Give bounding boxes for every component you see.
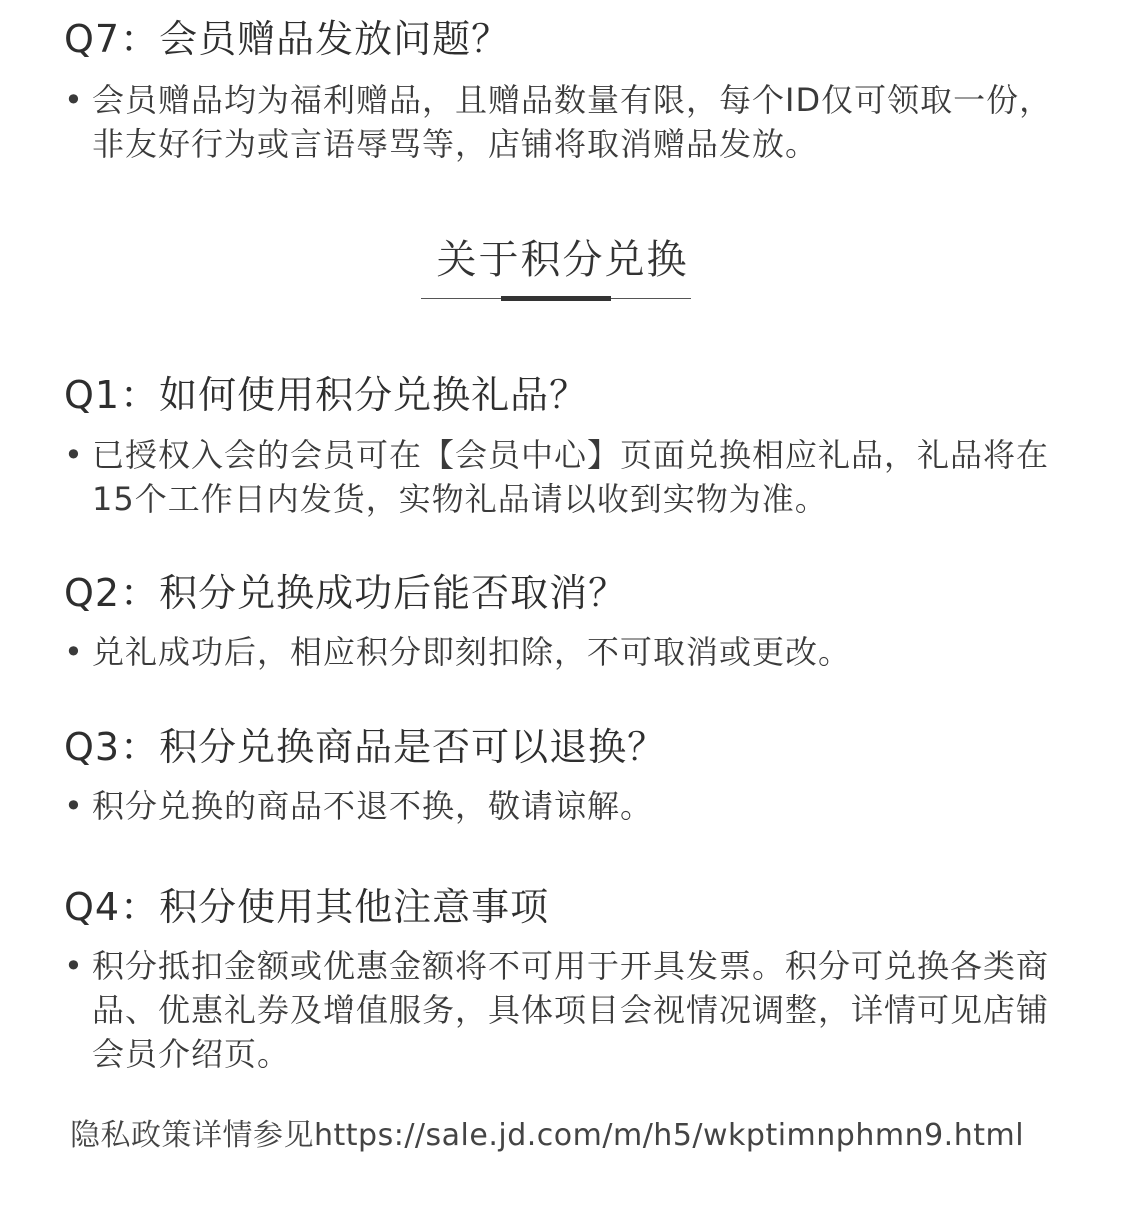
q4-answer-text: 积分抵扣金额或优惠金额将不可用于开具发票。积分可兑换各类商品、优惠礼券及增值服务，具体项目会视情况调整，详情可见店铺会员介绍页。 <box>92 947 1050 1073</box>
q7-question-title: Q7：会员赠品发放问题？ <box>64 17 511 61</box>
q3-answer <box>64 784 1064 828</box>
bullet-dot: • <box>64 81 84 119</box>
q1-answer-text: 已授权入会的会员可在【会员中心】页面兑换相应礼品，礼品将在15个工作日内发货，实物礼品请以收到实物为准。 <box>92 436 1050 518</box>
q1-question-title: Q1：如何使用积分兑换礼品？ <box>64 373 589 417</box>
bullet-dot: • <box>64 787 84 825</box>
q2-answer <box>64 630 1064 674</box>
section-title-points-exchange: 关于积分兑换 <box>436 237 689 283</box>
q3-question-title: Q3：积分兑换商品是否可以退换？ <box>64 725 667 769</box>
q4-answer <box>64 944 1064 1076</box>
bullet-dot: • <box>64 947 84 985</box>
q4-question-title: Q4：积分使用其他注意事项 <box>64 885 550 929</box>
privacy-policy-note: 隐私政策详情参见https://sale.jd.com/m/h5/wkptimnphmn9.html <box>70 1118 1025 1153</box>
q3-answer-text: 积分兑换的商品不退不换，敬请谅解。 <box>92 787 654 825</box>
q1-answer <box>64 433 1064 521</box>
q7-answer <box>64 78 1064 166</box>
section-divider-accent <box>501 296 611 301</box>
bullet-dot: • <box>64 436 84 474</box>
bullet-dot: • <box>64 633 84 671</box>
q7-answer-text: 会员赠品均为福利赠品，且赠品数量有限，每个ID仅可领取一份，非友好行为或言语辱骂等，店铺将取消赠品发放。 <box>92 81 1053 163</box>
q2-answer-text: 兑礼成功后，相应积分即刻扣除，不可取消或更改。 <box>92 633 852 671</box>
q2-question-title: Q2：积分兑换成功后能否取消？ <box>64 571 628 615</box>
